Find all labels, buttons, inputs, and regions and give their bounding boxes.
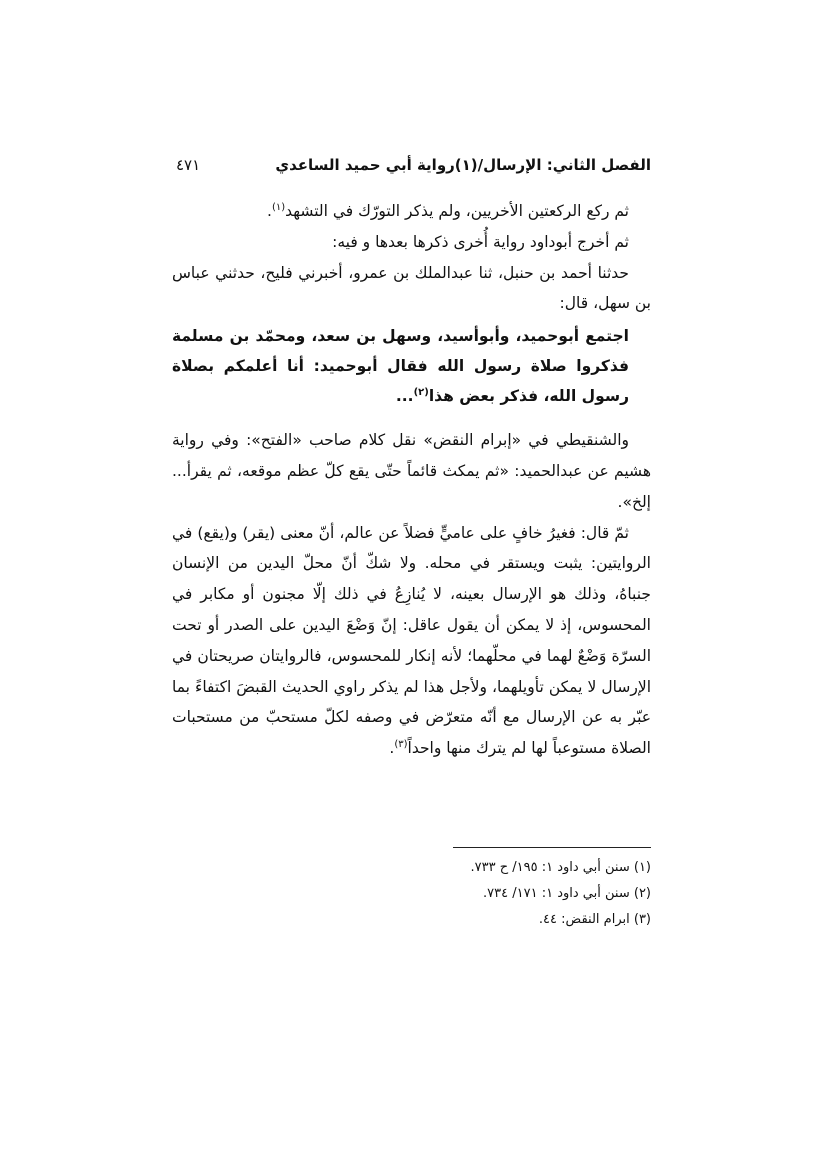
hadith-quote	[172, 321, 651, 411]
paragraph-3: حدثنا أحمد بن حنبل، ثنا عبدالملك بن عمرو، أخبرني فليح، حدثني عباس بن سهل، قال:	[172, 263, 651, 313]
footnote-2: (٢) سنن أبي داود ١: ١٧١/ ٧٣٤.	[483, 886, 651, 901]
paragraph-1-text: ثم ركع الركعتين الأخريين، ولم يذكر التورّك في التشهد	[285, 202, 629, 220]
footnote-ref-1: (١)	[271, 201, 286, 213]
page-header	[176, 150, 651, 180]
paragraph-5-text: ثمّ قال: فغيرُ خافٍ على عاميٍّ فضلاً عن عالم، أنّ معنى (يقر) و(يقع) في الروايتين: يثبت ويستقر في محله. ولا شكّ أنّ محلّ اليدين من الإنسان جنباهُ، وذلك هو الإرسال بعينه، لا يُنازِعُ في ذلك إلّا مجنون أو مكابر في المحسوس، إذ لا يمكن أن يقول عاقل: إنّ وَضْعَ اليدين على الصدر أو تحت السرّة وَضْعٌ لهما في محلّهما؛ لأنه إنكار للمحسوس، فالروايتان صريحتان في الإرسال لا يمكن تأويلهما، ولأجل هذا لم يذكر راوي الحديث القبضَ اكتفاءً بما عبّر به عن الإرسال مع أنّه متعرّض في وصفه لكلّ مستحبّ من مستحبات الصلاة مستوعباً لها لم يترك منها واحداً	[172, 523, 651, 758]
footnotes	[300, 855, 651, 933]
paragraph-1-end: .	[267, 202, 272, 220]
paragraph-2: ثم أخرج أبوداود رواية أُخرى ذكرها بعدها و فيه:	[332, 232, 629, 251]
paragraph-5-end: .	[389, 739, 395, 758]
footnote-1: (١) سنن أبي داود ١: ١٩٥/ ح ٧٣٣.	[470, 860, 651, 875]
paragraph-4: والشنقيطي في «إبرام النقض» نقل كلام صاحب «الفتح»: وفي رواية هشيم عن عبدالحميد: «ثم يمكث قائماً حتّى يقع كلّ عظم موقعه، ثم يقرأ... إلخ».	[172, 431, 651, 511]
hadith-quote-end: ...	[395, 387, 414, 406]
hadith-quote-text: اجتمع أبوحميد، وأبوأسيد، وسهل بن سعد، ومحمّد بن مسلمة فذكروا صلاة رسول الله فقال أبوحميد: أنا أعلمكم بصلاة رسول الله، فذكر بعض هذا	[172, 327, 629, 406]
footnote-3: (٣) ابرام النقض: ٤٤.	[538, 912, 651, 927]
main-text	[172, 196, 651, 764]
footnote-ref-3: (٣)	[394, 739, 408, 750]
paragraph-5	[172, 518, 651, 764]
running-title: الفصل الثاني: الإرسال/(١)رواية أبي حميد الساعدي	[275, 156, 651, 174]
footnote-ref-2: (٢)	[413, 387, 429, 399]
footnote-divider	[453, 847, 651, 848]
paragraph-1	[172, 196, 651, 227]
page-number: ٤٧١	[176, 156, 201, 174]
